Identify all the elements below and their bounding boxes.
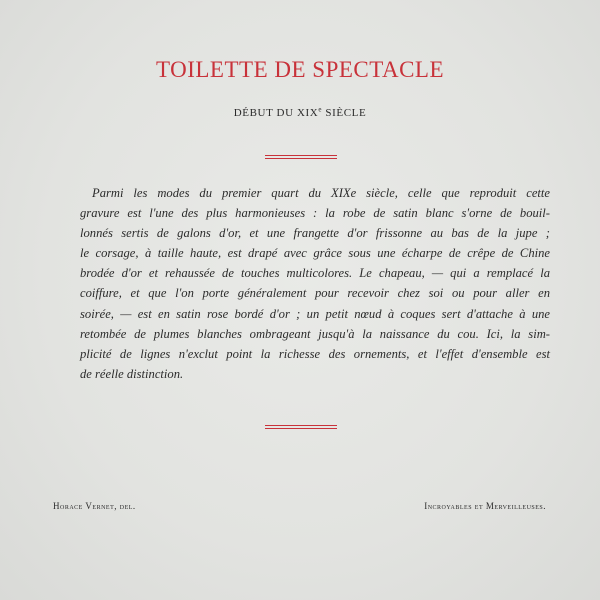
body-line: soirée, — est en satin rose bordé d'or ; un petit nœud à coques sert d'attache à une: [80, 306, 550, 321]
body-line: retombée de plumes blanches ombrageant jusqu'à la naissance du cou. Ici, la sim-: [80, 326, 550, 341]
body-line: plicité de lignes n'exclut point la richesse des ornements, et l'effet d'ensemble est: [80, 346, 550, 361]
body-line: le corsage, à taille haute, est drapé avec grâce sous une écharpe de crêpe de Chine: [80, 246, 550, 261]
page-title: TOILETTE DE SPECTACLE: [155, 57, 445, 82]
body-line: brodée d'or et rehaussée de touches multicolores. Le chapeau, — qui a remplacé la: [80, 266, 550, 281]
artist-credit: Horace Vernet, del.: [53, 501, 136, 511]
body-line: de réelle distinction.: [80, 366, 184, 381]
bottom-double-rule-divider: [265, 425, 337, 430]
subtitle-prefix: DÉBUT DU XIX: [233, 107, 319, 119]
top-double-rule-divider: [265, 155, 337, 160]
body-paragraph: [80, 183, 550, 384]
subtitle-suffix: SIÈCLE: [322, 107, 367, 119]
series-title: Incroyables et Merveilleuses.: [424, 501, 546, 511]
body-line: Parmi les modes du premier quart du XIXe siècle, celle que reproduit cette: [92, 186, 550, 200]
body-line: coiffure, et que l'on porte généralement pour recevoir chez soi ou pour aller en: [80, 286, 550, 301]
body-line: gravure est l'une des plus harmonieuses : la robe de satin blanc s'orne de bouil-: [80, 206, 550, 221]
page-subtitle: [0, 105, 600, 119]
body-line: lonnés sertis de galons d'or, et une frangette d'or frissonne au bas de la jupe ;: [80, 226, 550, 241]
subtitle-superscript: e: [318, 105, 323, 114]
